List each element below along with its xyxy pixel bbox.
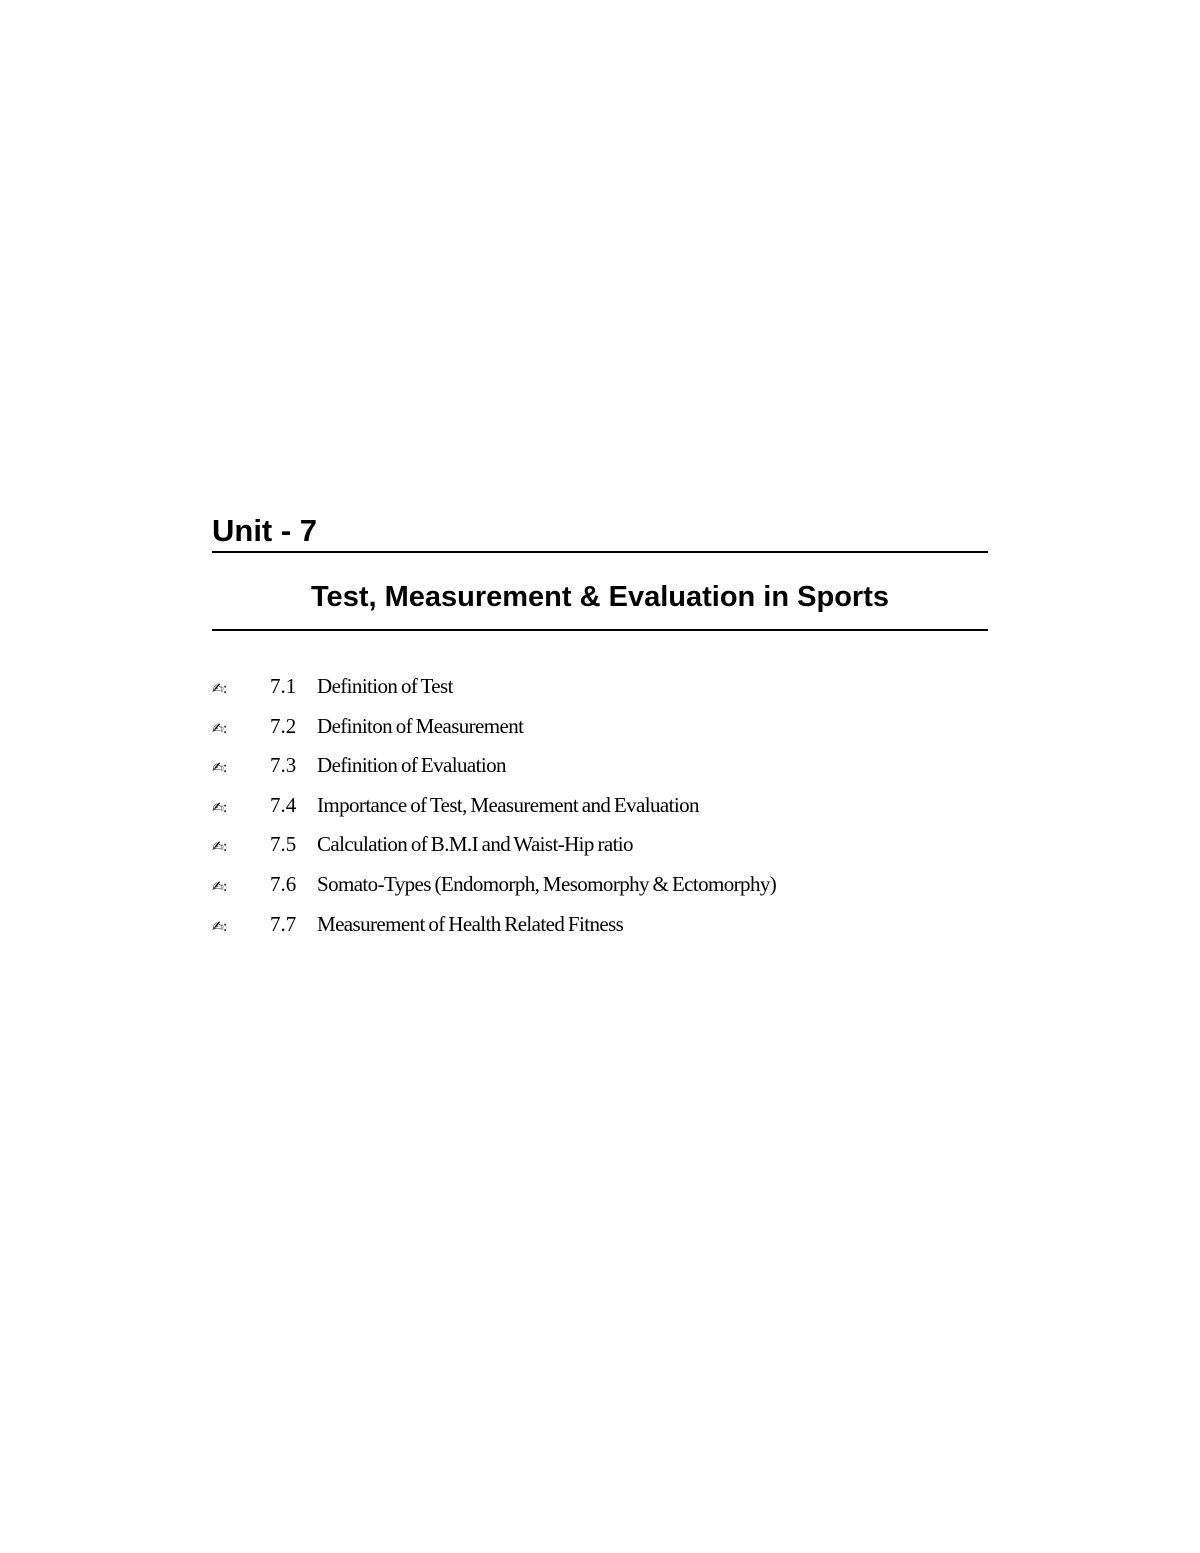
writing-hand-icon: ✍: xyxy=(212,799,227,816)
bottom-divider xyxy=(212,629,988,631)
writing-hand-icon: ✍: xyxy=(212,878,227,895)
writing-hand-icon: ✍: xyxy=(212,720,227,737)
toc-item-number: 7.7 xyxy=(270,911,297,936)
toc-item-number: 7.4 xyxy=(270,792,297,817)
toc-item-label: Somato-Types (Endomorph, Mesomorphy & Ectomorphy) xyxy=(317,871,777,896)
writing-hand-icon: ✍: xyxy=(212,681,227,697)
toc-item xyxy=(212,912,988,952)
toc-item-label: Definition of Evaluation xyxy=(317,753,506,778)
table-of-contents xyxy=(212,674,988,951)
toc-item xyxy=(212,793,988,833)
toc-item-number: 7.3 xyxy=(270,753,297,778)
toc-item-number: 7.2 xyxy=(270,713,297,738)
writing-hand-icon: ✍: xyxy=(212,839,227,856)
toc-item-number: 7.6 xyxy=(270,871,297,896)
toc-item xyxy=(212,714,988,754)
toc-item xyxy=(212,753,988,793)
chapter-title: Test, Measurement & Evaluation in Sports xyxy=(311,581,889,613)
toc-item-label: Measurement of Health Related Fitness xyxy=(317,911,624,936)
toc-item-label: Importance of Test, Measurement and Evaluation xyxy=(317,792,699,817)
toc-item xyxy=(212,674,988,714)
toc-item-label: Definition of Test xyxy=(317,674,453,698)
writing-hand-icon: ✍: xyxy=(212,760,227,777)
toc-item-number: 7.5 xyxy=(270,832,297,857)
writing-hand-icon: ✍: xyxy=(212,918,227,935)
toc-item xyxy=(212,872,988,912)
toc-item-label: Definiton of Measurement xyxy=(317,713,524,738)
toc-item-number: 7.1 xyxy=(270,674,297,698)
unit-title: Unit - 7 xyxy=(212,513,318,548)
toc-item xyxy=(212,832,988,872)
top-divider xyxy=(212,551,988,553)
toc-item-label: Calculation of B.M.I and Waist-Hip ratio xyxy=(317,832,633,857)
